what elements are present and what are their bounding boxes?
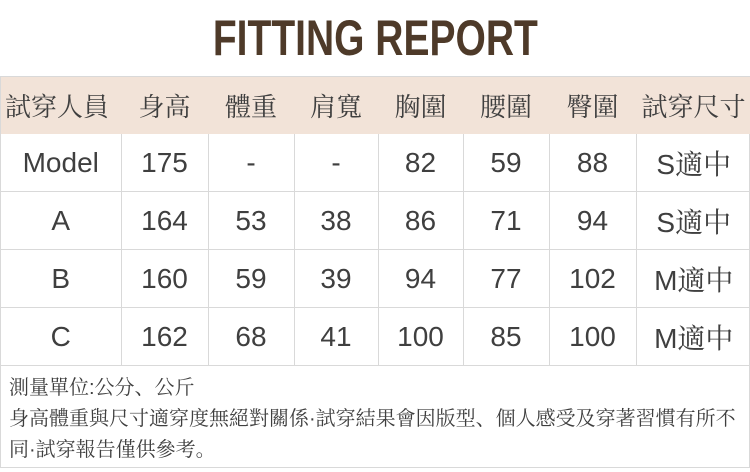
- table-cell: 41: [294, 308, 378, 366]
- table-cell: 39: [294, 250, 378, 308]
- table-cell: 100: [549, 308, 636, 366]
- table-cell: 160: [121, 250, 208, 308]
- person-cell: B: [1, 250, 121, 308]
- header-cell: 試穿尺寸: [636, 77, 750, 134]
- table-cell: 100: [378, 308, 463, 366]
- header-cell: 體重: [208, 77, 294, 134]
- notes-disclaimer-line: 身高體重與尺寸適穿度無絕對關係·試穿結果會因版型、個人感受及穿著習慣有所不同·試穿報告僅供參考。: [9, 408, 736, 461]
- table-row: [1, 134, 750, 192]
- fitting-table: [1, 77, 750, 366]
- table-cell: 68: [208, 308, 294, 366]
- table-cell: 59: [463, 134, 549, 192]
- table-row: [1, 308, 750, 366]
- table-cell: 71: [463, 192, 549, 250]
- table-header-row: [1, 77, 750, 134]
- table-cell: 94: [378, 250, 463, 308]
- table-cell: 82: [378, 134, 463, 192]
- table-cell: 162: [121, 308, 208, 366]
- header-cell: 腰圍: [463, 77, 549, 134]
- notes-section: [1, 366, 749, 466]
- header-cell: 臀圍: [549, 77, 636, 134]
- table-cell: 102: [549, 250, 636, 308]
- person-cell: A: [1, 192, 121, 250]
- table-cell: -: [294, 134, 378, 192]
- table-cell: M適中: [636, 250, 750, 308]
- table-cell: 164: [121, 192, 208, 250]
- person-cell: Model: [1, 134, 121, 192]
- header-cell: 胸圍: [378, 77, 463, 134]
- header-cell: 身高: [121, 77, 208, 134]
- table-row: [1, 192, 750, 250]
- header-cell: 肩寬: [294, 77, 378, 134]
- person-cell: C: [1, 308, 121, 366]
- table-row: [1, 250, 750, 308]
- header-cell: 試穿人員: [1, 77, 121, 134]
- table-cell: -: [208, 134, 294, 192]
- page-title: FITTING REPORT: [212, 10, 538, 66]
- table-cell: S適中: [636, 134, 750, 192]
- table-cell: 85: [463, 308, 549, 366]
- table-cell: 77: [463, 250, 549, 308]
- table-cell: 38: [294, 192, 378, 250]
- table-cell: M適中: [636, 308, 750, 366]
- table-cell: 175: [121, 134, 208, 192]
- table-cell: 53: [208, 192, 294, 250]
- table-cell: S適中: [636, 192, 750, 250]
- table-cell: 88: [549, 134, 636, 192]
- table-cell: 59: [208, 250, 294, 308]
- table-cell: 94: [549, 192, 636, 250]
- notes-units-line: 測量單位:公分、公斤: [9, 377, 195, 399]
- report-sheet: [0, 76, 750, 468]
- table-cell: 86: [378, 192, 463, 250]
- title-bar: [0, 0, 750, 76]
